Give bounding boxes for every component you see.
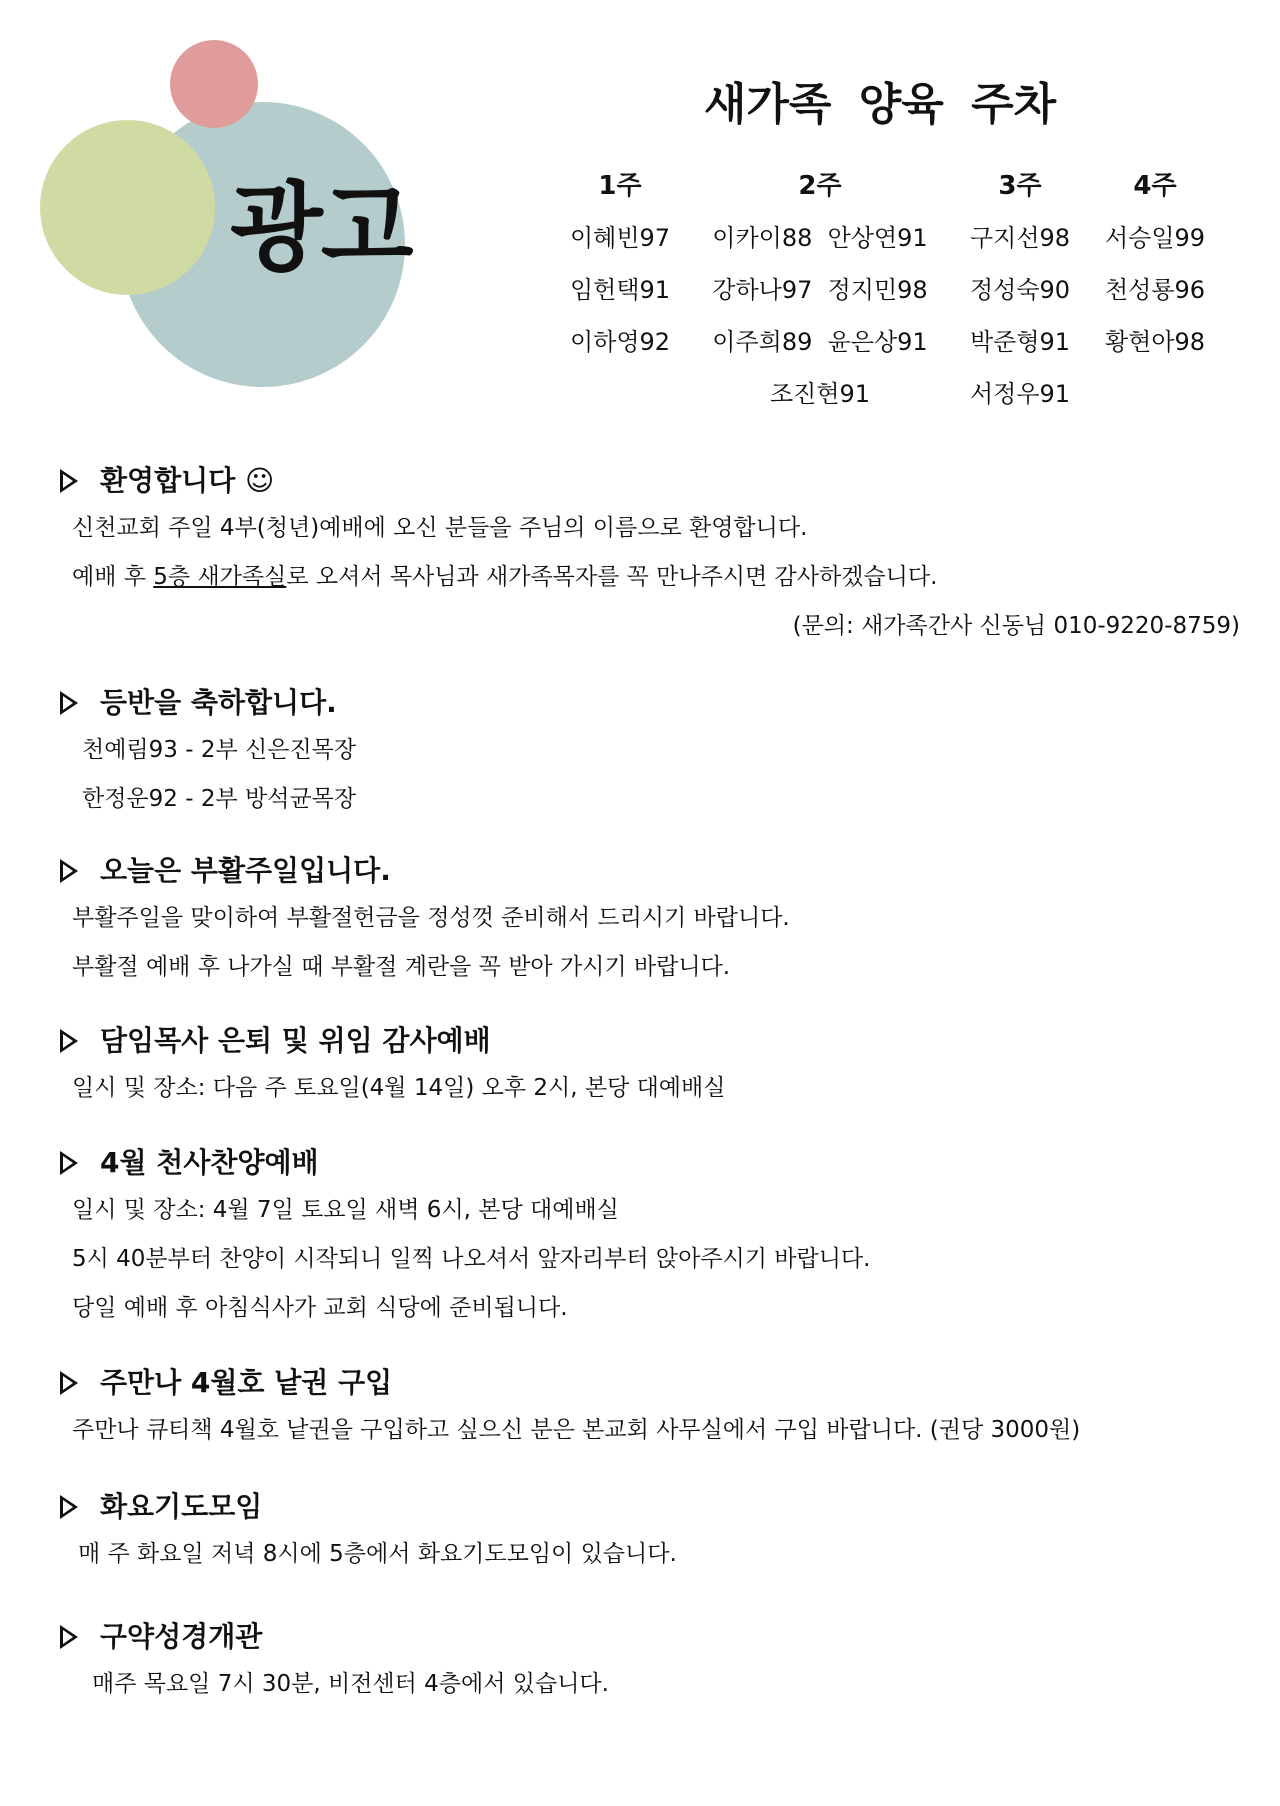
- jumanna-line: 주만나 큐티책 4월호 낱권을 구입하고 싶으신 분은 본교회 사무실에서 구입 바랍니다. (권당 3000원): [72, 1417, 1081, 1443]
- section-title: 환영합니다 ☺: [60, 458, 1240, 504]
- section-easter: [60, 848, 1240, 992]
- section-pastor: [60, 1018, 1240, 1113]
- angel-line: 당일 예배 후 아침식사가 교회 식당에 준비됩니다.: [72, 1295, 568, 1321]
- welcome-line: 예배 후 5층 새가족실로 오셔서 목사님과 새가족목자를 꼭 만나주시면 감사하겠습니다.: [72, 564, 938, 590]
- rota-week-4: [1090, 160, 1220, 368]
- rota-week-2: [700, 160, 940, 420]
- rota-title: 새가족 양육 주차: [703, 79, 1057, 130]
- contact-info: (문의: 새가족간사 신동님 010-9220-8759): [792, 613, 1240, 639]
- new-family-room-text: 5층 새가족실: [153, 564, 287, 590]
- week-header: 1주: [598, 171, 642, 201]
- bible-line: 매주 목요일 7시 30분, 비전센터 4층에서 있습니다.: [92, 1671, 609, 1697]
- triangle-bullet-icon: [60, 1371, 78, 1395]
- easter-line: 부활주일을 맞이하여 부활절헌금을 정성껏 준비해서 드리시기 바랍니다.: [72, 905, 790, 931]
- triangle-bullet-icon: [60, 691, 78, 715]
- section-bible: [60, 1614, 1240, 1709]
- triangle-bullet-icon: [60, 1029, 78, 1053]
- rota-name: 임헌택91: [569, 276, 671, 304]
- rota-name: 황현아98: [1104, 328, 1206, 356]
- section-tuesday: [60, 1484, 1240, 1579]
- pink-circle: [170, 40, 258, 128]
- section-title: 등반을 축하합니다.: [60, 680, 1240, 726]
- easter-line: 부활절 예배 후 나가실 때 부활절 계란을 꼭 받아 가시기 바랍니다.: [72, 954, 731, 980]
- week-header: 3주: [998, 171, 1042, 201]
- rota-name: 이주희89 윤은상91: [712, 328, 928, 356]
- triangle-bullet-icon: [60, 1151, 78, 1175]
- section-title: 4월 천사찬양예배: [60, 1140, 1240, 1186]
- ad-logo: [40, 40, 450, 400]
- rota-name: 박준형91: [969, 328, 1071, 356]
- logo-text: 광고: [230, 172, 412, 284]
- triangle-bullet-icon: [60, 1625, 78, 1649]
- rota-name: 서승일99: [1104, 224, 1206, 252]
- tuesday-line: 매 주 화요일 저녁 8시에 5층에서 화요기도모임이 있습니다.: [78, 1541, 677, 1567]
- week-header: 4주: [1133, 171, 1177, 201]
- rota-name: 이카이88 안상연91: [712, 224, 928, 252]
- rota-name: 조진현91: [769, 380, 871, 408]
- triangle-bullet-icon: [60, 1495, 78, 1519]
- green-circle: [40, 120, 215, 295]
- rota-name: 서정우91: [969, 380, 1071, 408]
- triangle-bullet-icon: [60, 859, 78, 883]
- rota-table: [540, 160, 1240, 440]
- section-promotion: [60, 680, 1240, 824]
- section-title: 담임목사 은퇴 및 위임 감사예배: [60, 1018, 1240, 1064]
- rota-name: 이혜빈97: [569, 224, 671, 252]
- angel-line: 일시 및 장소: 4월 7일 토요일 새벽 6시, 본당 대예배실: [72, 1197, 619, 1223]
- section-title: 주만나 4월호 낱권 구입: [60, 1360, 1240, 1406]
- promotion-line: 한정운92 - 2부 방석균목장: [82, 786, 357, 812]
- section-title: 화요기도모임: [60, 1484, 1240, 1530]
- rota-week-3: [950, 160, 1090, 420]
- rota-name: 천성룡96: [1104, 276, 1206, 304]
- promotion-line: 천예림93 - 2부 신은진목장: [82, 737, 357, 763]
- welcome-line: 신천교회 주일 4부(청년)예배에 오신 분들을 주님의 이름으로 환영합니다.: [72, 515, 808, 541]
- rota-name: 강하나97 정지민98: [712, 276, 928, 304]
- angel-line: 5시 40분부터 찬양이 시작되니 일찍 나오셔서 앞자리부터 앉아주시기 바랍니다.: [72, 1246, 871, 1272]
- rota-name: 정성숙90: [969, 276, 1071, 304]
- section-jumanna: [60, 1360, 1240, 1455]
- week-header: 2주: [798, 171, 842, 201]
- section-welcome: [60, 458, 1240, 651]
- pastor-line: 일시 및 장소: 다음 주 토요일(4월 14일) 오후 2시, 본당 대예배실: [72, 1075, 726, 1101]
- rota-week-1: [540, 160, 700, 368]
- section-angel: [60, 1140, 1240, 1333]
- rota-name: 이하영92: [569, 328, 671, 356]
- section-title: 구약성경개관: [60, 1614, 1240, 1660]
- triangle-bullet-icon: [60, 469, 78, 493]
- section-title: 오늘은 부활주일입니다.: [60, 848, 1240, 894]
- rota-name: 구지선98: [969, 224, 1071, 252]
